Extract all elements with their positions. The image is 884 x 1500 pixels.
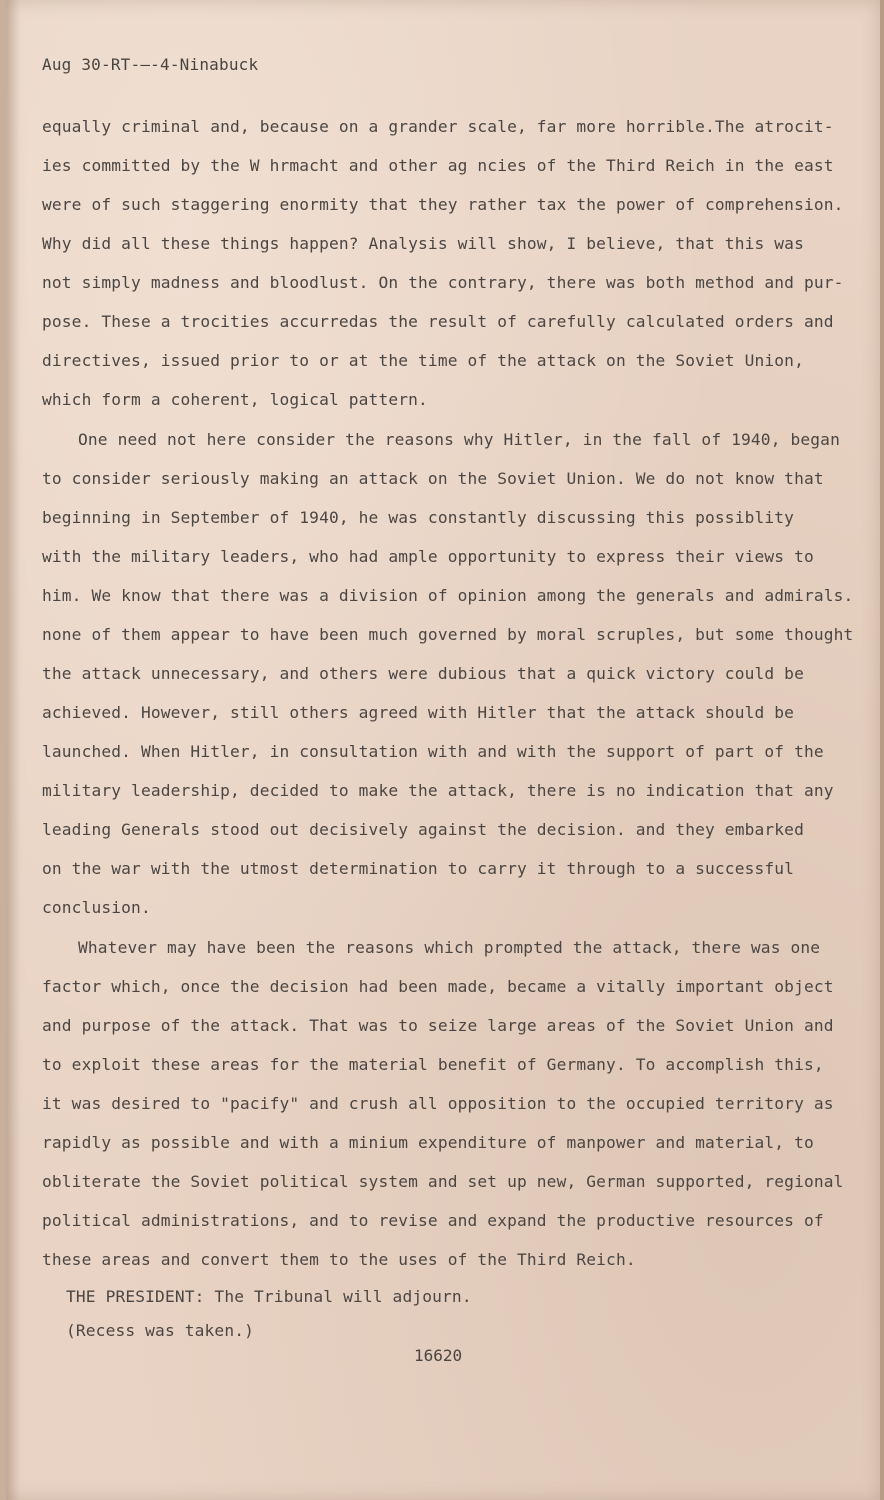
page-number: 16620 [414, 1346, 463, 1365]
text-line: military leadership, decided to make the attack, there is no indication that any [42, 781, 834, 800]
text-line: these areas and convert them to the uses of the Third Reich. [42, 1250, 636, 1269]
text-line: not simply madness and bloodlust. On the contrary, there was both method and pur- [42, 273, 844, 292]
president-statement: THE PRESIDENT: The Tribunal will adjourn. [66, 1287, 472, 1306]
text-line: Whatever may have been the reasons which prompted the attack, there was one [78, 938, 821, 957]
text-line: directives, issued prior to or at the time of the attack on the Soviet Union, [42, 351, 804, 370]
text-line: none of them appear to have been much governed by moral scruples, but some thought [42, 625, 854, 644]
text-line: conclusion. [42, 898, 151, 917]
page-edge-shadow [6, 0, 20, 1500]
text-line: equally criminal and, because on a grander scale, far more horrible.The atrocit- [42, 117, 834, 136]
text-line: on the war with the utmost determination to carry it through to a successful [42, 859, 795, 878]
text-line: ies committed by the W hrmacht and other ag ncies of the Third Reich in the east [42, 156, 834, 175]
text-line: achieved. However, still others agreed with Hitler that the attack should be [42, 703, 795, 722]
text-line: obliterate the Soviet political system and set up new, German supported, regional [42, 1172, 844, 1191]
text-line: the attack unnecessary, and others were dubious that a quick victory could be [42, 664, 804, 683]
recess-note: (Recess was taken.) [66, 1321, 255, 1340]
text-line: leading Generals stood out decisively against the decision. and they embarked [42, 820, 804, 839]
text-line: rapidly as possible and with a minium expenditure of manpower and material, to [42, 1133, 814, 1152]
text-line: factor which, once the decision had been made, became a vitally important object [42, 977, 834, 996]
text-line: to exploit these areas for the material benefit of Germany. To accomplish this, [42, 1055, 824, 1074]
text-line: launched. When Hitler, in consultation with and with the support of part of the [42, 742, 824, 761]
text-line: were of such staggering enormity that they rather tax the power of comprehension. [42, 195, 844, 214]
text-line: beginning in September of 1940, he was constantly discussing this possiblity [42, 508, 795, 527]
text-line: Why did all these things happen? Analysis will show, I believe, that this was [42, 234, 804, 253]
text-line: with the military leaders, who had ample opportunity to express their views to [42, 547, 814, 566]
text-line: him. We know that there was a division of opinion among the generals and admirals. [42, 586, 854, 605]
text-line: pose. These a trocities accurredas the result of carefully calculated orders and [42, 312, 834, 331]
text-line: political administrations, and to revise and expand the productive resources of [42, 1211, 824, 1230]
document-header: Aug 30-RT-—-4-Ninabuck [42, 55, 259, 74]
text-line: it was desired to "pacify" and crush all opposition to the occupied territory as [42, 1094, 834, 1113]
text-line: to consider seriously making an attack on the Soviet Union. We do not know that [42, 469, 824, 488]
text-line: and purpose of the attack. That was to seize large areas of the Soviet Union and [42, 1016, 834, 1035]
text-line: One need not here consider the reasons why Hitler, in the fall of 1940, began [78, 430, 840, 449]
text-line: which form a coherent, logical pattern. [42, 390, 428, 409]
